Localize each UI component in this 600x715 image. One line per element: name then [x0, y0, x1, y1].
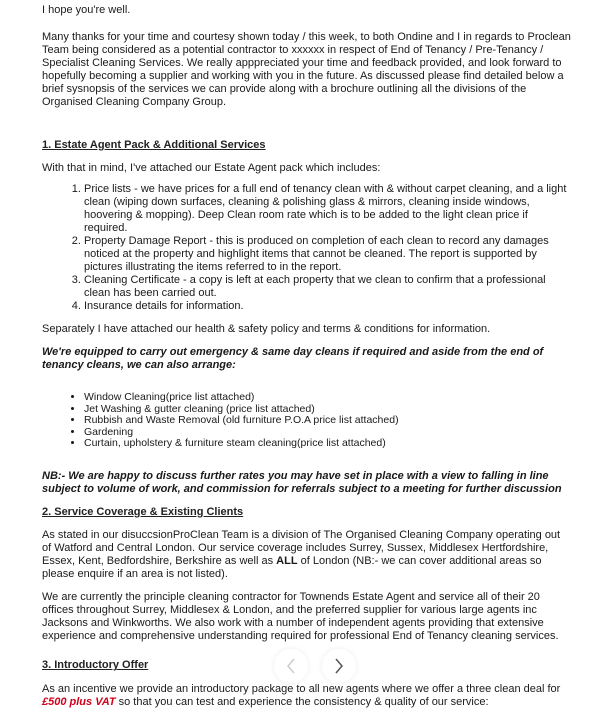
list-item: 1. Price lists - we have prices for a full end of tenancy clean with & without carpet cleaning, and a light clean (wiping down surfaces, cleaning & polishing glass & mirrors, cleaning inside windows, hoovering & mopping). Deep Clean room rate which is to be added to the light clean price if required. — [84, 183, 572, 235]
section3-heading: 3. Introductory Offer — [42, 659, 149, 672]
coverage-text: As stated in our disuccsionProClean Team is a division of The Organised Cleaning Company operating out of Watford and Central London. Our service coverage includes Surrey, Sussex, Middlesex Hertfordshire, Essex, Kent, Bedfordshire, Berkshire as well as — [42, 528, 561, 567]
intro-paragraph: Many thanks for your time and courtesy shown today / this week, to both Ondine and I in regards to Proclean Team being considered as a potential contractor to xxxxxx in respect of End of Tenancy / Pre-Tenancy / Specialist Cleaning Services. We really apppreciated your time and feedback provided, and look forward to hopefully becoming a supplier and working with you in the future. As discussed please find detailed below a brief sysnopsis of the services we can provide along with a brochure outlining all the divisions of the Organised Cleaning Company Group. — [42, 31, 571, 108]
offer-text-end: so that you can test and experience the consistency & quality of our service: — [115, 695, 489, 708]
list-item: • Curtain, upholstery & furniture steam cleaning(price list attached) — [84, 438, 572, 450]
list-item: • Jet Washing & gutter cleaning (price list attached) — [84, 404, 572, 416]
list-item: • Rubbish and Waste Removal (old furniture P.O.A price list attached) — [84, 415, 572, 427]
prev-page-button[interactable] — [274, 649, 308, 683]
coverage-text-end: of London (NB:- we can cover additional areas so please enquire if an area is not listed). — [42, 554, 542, 580]
coverage-bold: ALL — [276, 554, 298, 567]
section1-heading: 1. Estate Agent Pack & Additional Services — [42, 139, 266, 151]
next-page-button[interactable] — [322, 649, 356, 683]
emergency-text: We're equipped to carry out emergency & same day cleans if required and aside from the end of tenancy cleans, we can also arrange: — [42, 346, 544, 371]
greeting: I hope you're well. — [42, 4, 131, 16]
list-item: 4. Insurance details for information. — [84, 300, 572, 313]
page-navigation — [274, 649, 356, 683]
pack-list — [42, 183, 572, 313]
section2-heading: 2. Service Coverage & Existing Clients — [42, 505, 244, 518]
separately-text: Separately I have attached our health & safety policy and terms & conditions for information. — [42, 323, 491, 335]
offer-paragraph — [42, 683, 572, 709]
chevron-left-icon — [284, 657, 298, 675]
list-item: 3. Cleaning Certificate - a copy is left at each property that we clean to confirm that a professional clean has been carried out. — [84, 274, 572, 300]
list-item: • Gardening — [84, 427, 572, 439]
nb-text: NB:- We are happy to discuss further rates you may have set in place with a view to falling in line subject to volume of work, and commission for referrals subject to a meeting for further discussion — [42, 469, 562, 495]
extras-list — [42, 392, 572, 450]
list-item: • Window Cleaning(price list attached) — [84, 392, 572, 404]
clients-paragraph: We are currently the principle cleaning contractor for Townends Estate Agent and service all of their 20 offices throughout Surrey, Middlesex & London, and the preferred supplier for various large agents inc Jacksons and Winkworths. We also work with a number of independent agents providing that extensive experience and comprehensive understanding required for professional End of Tenancy cleaning services. — [42, 590, 559, 642]
chevron-right-icon — [332, 657, 346, 675]
section3-heading-row — [42, 649, 572, 683]
list-item: 2. Property Damage Report - this is produced on completion of each clean to record any damages noticed at the property and highlight items that cannot be cleaned. The report is supported by pictures illustrating the items referred to in the report. — [84, 235, 572, 274]
coverage-paragraph — [42, 529, 572, 581]
section1-lead: With that in mind, I've attached our Estate Agent pack which includes: — [42, 162, 381, 174]
offer-text: As an incentive we provide an introductory package to all new agents where we offer a three clean deal for — [42, 682, 561, 695]
offer-price: £500 plus VAT — [42, 695, 116, 708]
